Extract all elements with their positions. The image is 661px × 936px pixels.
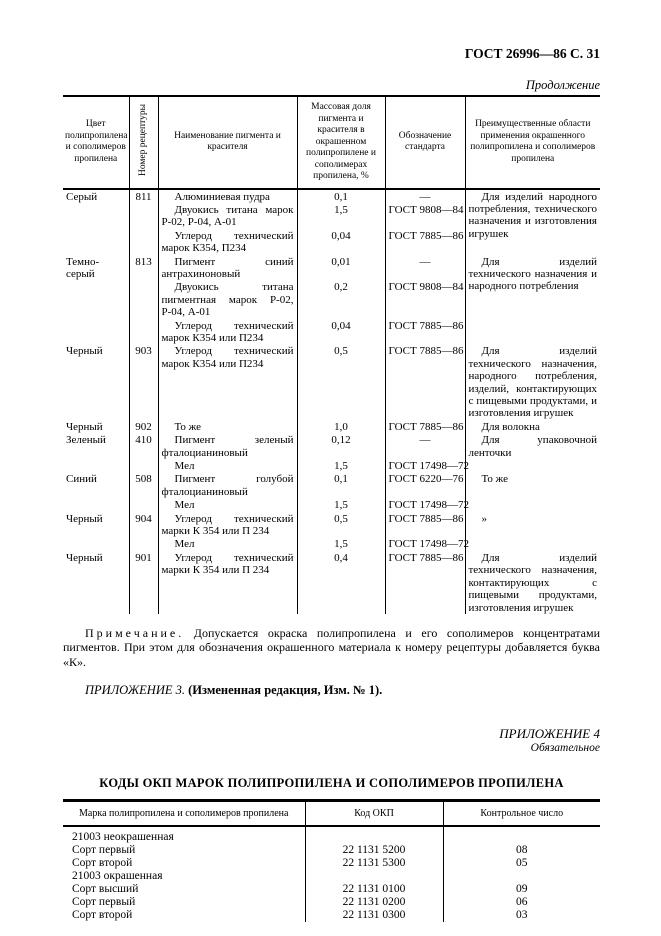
color-cell: Синий [63, 472, 129, 498]
standard-cell: ГОСТ 7885—86 [385, 344, 465, 419]
recipe-cell [129, 319, 158, 345]
table-row [63, 512, 600, 538]
appendix3-line [63, 683, 600, 698]
table-row [63, 189, 600, 203]
application-cell: Для изделий народного потребления, технического назначения и изготовления игрушек [468, 190, 597, 240]
table-row [63, 909, 600, 922]
appendix4-title: ПРИЛОЖЕНИЕ 4 [499, 726, 600, 742]
color-cell: Черный [63, 512, 129, 538]
standard-cell: ГОСТ 17498—72 [385, 537, 465, 550]
color-cell [63, 537, 129, 550]
fraction-cell: 0,12 [297, 433, 385, 459]
okp-header-row [63, 801, 600, 827]
application-cell: Для упаковочной ленточки [468, 434, 597, 459]
fraction-cell: 0,04 [297, 229, 385, 255]
table-row [63, 826, 600, 844]
standard-cell: ГОСТ 17498—72 [385, 459, 465, 472]
standard-cell: ГОСТ 9808—84 [385, 280, 465, 318]
recipe-cell: 811 [129, 189, 158, 203]
table-row [63, 420, 600, 433]
check-number-cell [443, 826, 600, 844]
fraction-cell: 0,2 [297, 280, 385, 318]
recipe-cell [129, 280, 158, 318]
check-number-cell: 03 [516, 909, 528, 922]
okp-code-cell: 22 1131 5300 [305, 857, 443, 870]
grade-cell: Сорт высший [63, 883, 305, 896]
application-cell: Для волокна [481, 420, 540, 433]
standard-cell: — [385, 433, 465, 459]
standard-cell: ГОСТ 7885—86 [385, 229, 465, 255]
pigment-name-cell: Углерод технический марок К354, П234 [158, 229, 297, 255]
table-row [63, 472, 600, 498]
pigment-name-cell: Пигмент голубой фталоцианиновый [158, 472, 297, 498]
pigment-name-cell: Углерод технический марки К 354 или П 234 [158, 551, 297, 614]
okp-code-cell: 22 1131 0300 [305, 909, 443, 922]
note-paragraph [63, 626, 600, 670]
pigment-table-header-row [63, 96, 600, 189]
pigment-name-cell: Углерод технический марок К354 или П234 [158, 319, 297, 345]
standard-cell: ГОСТ 17498—72 [385, 498, 465, 511]
pigment-name-cell: Алюминиевая пудра [158, 189, 297, 203]
recipe-cell: 813 [129, 255, 158, 281]
header-mass-fraction: Массовая доля пигмента и красителя в окрашенном полипропилене и сополимерах пропилена, % [297, 96, 385, 189]
okp-code-cell: 22 1131 5200 [305, 844, 443, 857]
okp-code-cell [305, 826, 443, 844]
fraction-cell: 0,1 [297, 472, 385, 498]
appendix4-subtitle: Обязательное [530, 742, 600, 755]
pigment-name-cell: Углерод технический марок К354 или П234 [158, 344, 297, 419]
color-cell [63, 280, 129, 318]
table-row [63, 857, 600, 870]
color-cell: Черный [63, 551, 129, 614]
header-recipe-number-label: Номер рецептуры [137, 103, 148, 177]
standard-cell: ГОСТ 7885—86 [385, 551, 465, 614]
table-row [63, 896, 600, 909]
recipe-cell [129, 203, 158, 229]
grade-cell: Сорт первый [63, 896, 305, 909]
header-standard: Обозначение стандарта [385, 96, 465, 189]
color-cell [63, 498, 129, 511]
grade-cell: Сорт второй [63, 909, 305, 922]
pigment-name-cell: Мел [158, 459, 297, 472]
fraction-cell: 0,5 [297, 344, 385, 419]
appendix3-label: ПРИЛОЖЕНИЕ 3. [85, 683, 185, 698]
okp-header-grade: Марка полипропилена и сополимеров пропилена [63, 801, 305, 827]
application-cell: » [481, 512, 487, 525]
okp-codes-table [63, 799, 600, 922]
grade-cell: 21003 окрашенная [63, 870, 305, 883]
check-number-cell: 09 [516, 883, 528, 896]
header-pigment-name: Наименование пигмента и красителя [158, 96, 297, 189]
fraction-cell: 0,01 [297, 255, 385, 281]
application-cell: Для изделий технического назначения и народного потребления [468, 255, 597, 293]
okp-code-cell: 22 1131 0100 [305, 883, 443, 896]
recipe-cell [129, 498, 158, 511]
check-number-cell: 06 [516, 896, 528, 909]
color-cell: Зеленый [63, 433, 129, 459]
fraction-cell: 0,1 [297, 189, 385, 203]
color-cell [63, 459, 129, 472]
standard-cell: ГОСТ 7885—86 [385, 420, 465, 433]
header-color: Цвет полипропилена и сополимеров пропилена [63, 96, 129, 189]
pigment-name-cell: Углерод технический марки К 354 или П 234 [158, 512, 297, 538]
table-row [63, 883, 600, 896]
header-recipe-number [129, 96, 158, 189]
pigment-name-cell: Мел [158, 498, 297, 511]
fraction-cell: 1,5 [297, 203, 385, 229]
note-label: Примечание. [85, 625, 185, 640]
pigment-name-cell: То же [158, 420, 297, 433]
application-cell: То же [481, 473, 508, 486]
okp-header-check: Контрольное число [443, 801, 600, 827]
standard-cell: ГОСТ 6220—76 [385, 472, 465, 498]
recipe-cell [129, 459, 158, 472]
application-cell: Для изделий технического назначения, народного потребления, изделий, контактирующих с пищевыми продуктами, и изготовления игрушек [468, 345, 597, 420]
check-number-cell: 08 [516, 844, 528, 857]
appendix4-heading [63, 726, 600, 756]
table-row [63, 255, 600, 281]
recipe-cell: 904 [129, 512, 158, 538]
pigment-name-cell: Мел [158, 537, 297, 550]
fraction-cell: 0,5 [297, 512, 385, 538]
okp-header-code: Код ОКП [305, 801, 443, 827]
note-text: Допускается окраска полипропилена и его сополимеров концентратами пигментов. При этом для обозначения окрашенного материала к номеру рецептуры добавляется буква «К». [63, 625, 600, 669]
application-cell: Для изделий технического назначения, контактирующих с пищевыми продуктами, изготовления игрушек [468, 551, 597, 614]
pigment-name-cell: Пигмент зеленый фталоцианиновый [158, 433, 297, 459]
fraction-cell: 1,0 [297, 420, 385, 433]
color-cell: Черный [63, 344, 129, 419]
table-row [63, 433, 600, 459]
standard-cell: ГОСТ 9808—84 [385, 203, 465, 229]
recipe-cell: 903 [129, 344, 158, 419]
recipe-cell: 902 [129, 420, 158, 433]
okp-code-cell: 22 1131 0200 [305, 896, 443, 909]
table-row [63, 870, 600, 883]
pigment-name-cell: Двуокись титана пигментная марок Р-02, Р-04, А-01 [158, 280, 297, 318]
standard-cell: ГОСТ 7885—86 [385, 319, 465, 345]
okp-code-cell [305, 870, 443, 883]
pigment-table [63, 95, 600, 614]
table-row [63, 551, 600, 614]
fraction-cell: 0,04 [297, 319, 385, 345]
fraction-cell: 1,5 [297, 459, 385, 472]
doc-reference: ГОСТ 26996—86 С. 31 [464, 46, 600, 61]
color-cell [63, 203, 129, 229]
appendix3-text: (Измененная редакция, Изм. № 1). [184, 683, 383, 698]
continuation-label: Продолжение [525, 78, 600, 92]
recipe-cell: 508 [129, 472, 158, 498]
grade-cell: Сорт первый [63, 844, 305, 857]
color-cell [63, 319, 129, 345]
check-number-cell: 05 [516, 857, 528, 870]
standard-cell: ГОСТ 7885—86 [385, 512, 465, 538]
fraction-cell: 0,4 [297, 551, 385, 614]
pigment-name-cell: Пигмент синий антрахиноновый [158, 255, 297, 281]
recipe-cell: 410 [129, 433, 158, 459]
okp-table-title: КОДЫ ОКП МАРОК ПОЛИПРОПИЛЕНА И СОПОЛИМЕРОВ ПРОПИЛЕНА [99, 776, 564, 791]
recipe-cell [129, 537, 158, 550]
grade-cell: Сорт второй [63, 857, 305, 870]
pigment-name-cell: Двуокись титана марок Р-02, Р-04, А-01 [158, 203, 297, 229]
header-application: Преимущественные области применения окрашенного полипропилена и сополимеров пропилена [465, 96, 600, 189]
color-cell: Темно-серый [63, 255, 129, 281]
table-row [63, 844, 600, 857]
standard-cell: — [385, 189, 465, 203]
table-row [63, 344, 600, 419]
color-cell [63, 229, 129, 255]
grade-cell: 21003 неокрашенная [63, 826, 305, 844]
recipe-cell: 901 [129, 551, 158, 614]
fraction-cell: 1,5 [297, 498, 385, 511]
fraction-cell: 1,5 [297, 537, 385, 550]
color-cell: Черный [63, 420, 129, 433]
standard-cell: — [385, 255, 465, 281]
check-number-cell [443, 870, 600, 883]
recipe-cell [129, 229, 158, 255]
color-cell: Серый [63, 189, 129, 203]
